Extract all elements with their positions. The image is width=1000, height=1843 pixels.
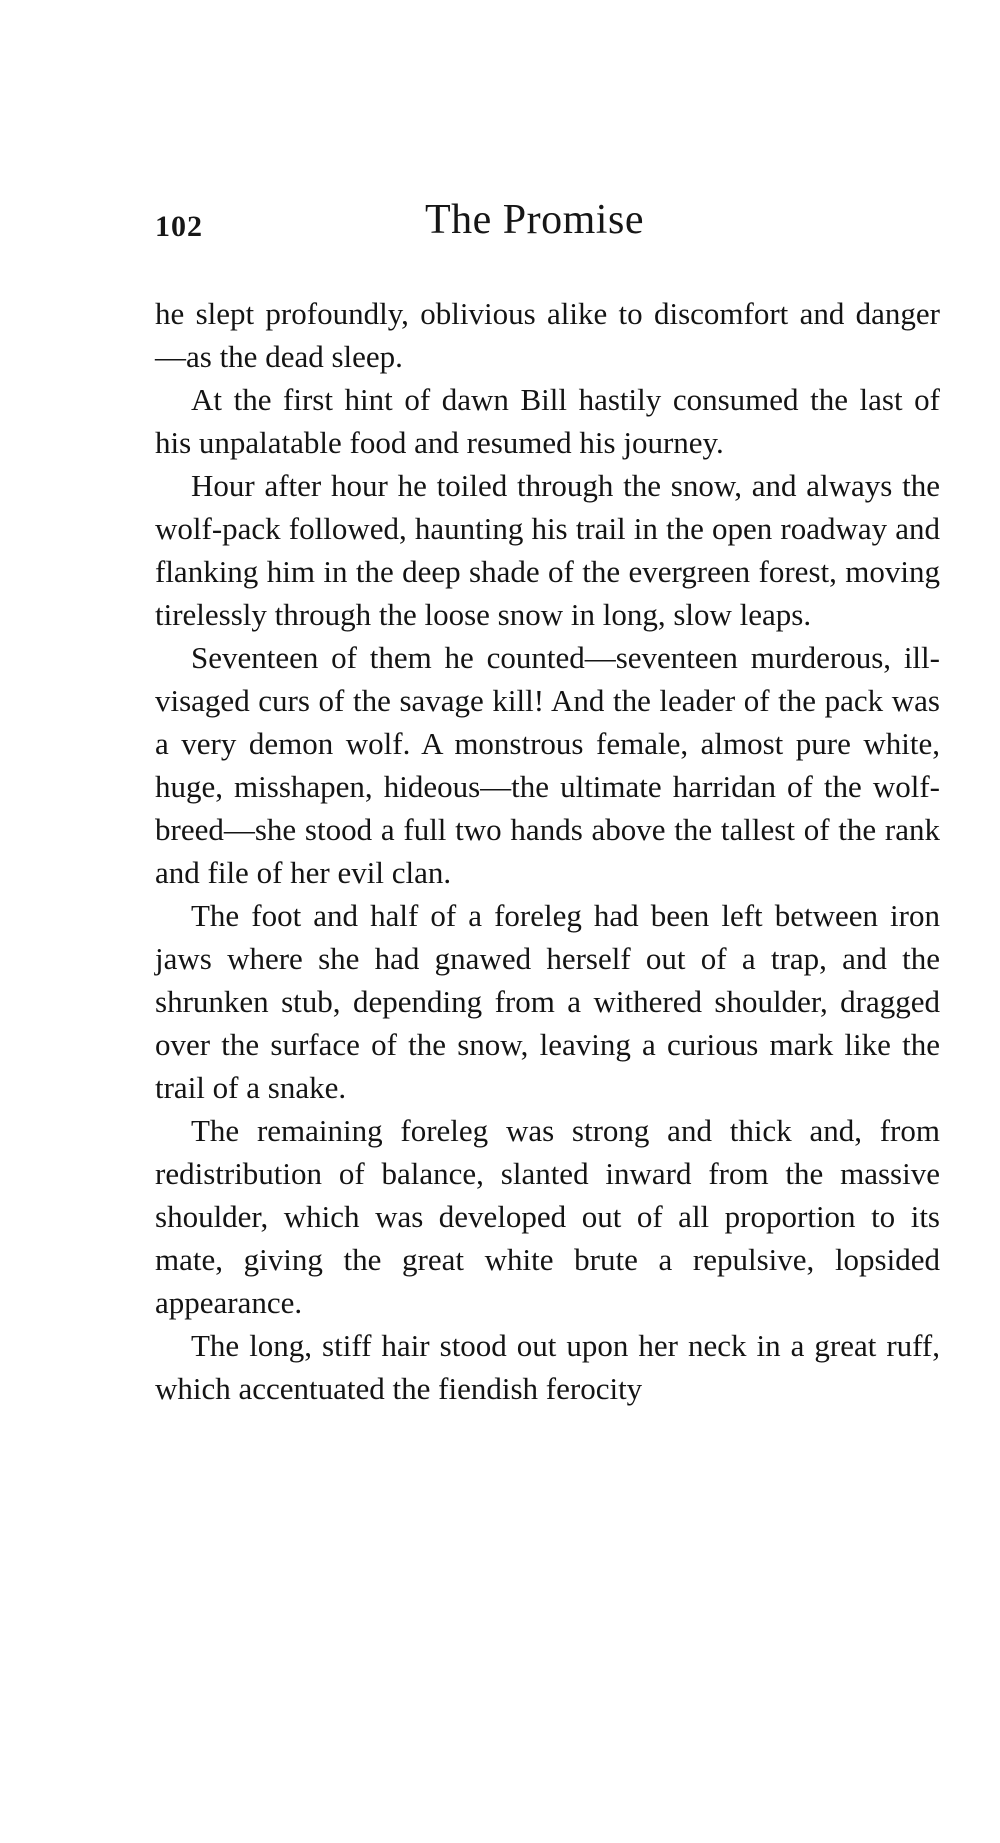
paragraph: The long, stiff hair stood out upon her neck in a great ruff, which accentuated the fiendish ferocity	[155, 1328, 940, 1406]
paragraph: Seventeen of them he counted—seventeen murderous, ill-visaged curs of the savage kill! And the leader of the pack was a very demon wolf. A monstrous female, almost pure white, huge, misshapen, hideous—the ultimate harridan of the wolf-breed—she stood a full two hands above the tallest of the rank and file of her evil clan.	[155, 640, 940, 890]
paragraph: The foot and half of a foreleg had been left between iron jaws where she had gnawed herself out of a trap, and the shrunken stub, depending from a withered shoulder, dragged over the surface of the snow, leaving a curious mark like the trail of a snake.	[155, 898, 940, 1105]
body-text	[155, 292, 940, 1410]
running-title: The Promise	[425, 197, 644, 243]
paragraph: At the first hint of dawn Bill hastily consumed the last of his unpalatable food and resumed his journey.	[155, 382, 940, 460]
page-header	[155, 196, 935, 256]
page-number: 102	[155, 210, 203, 243]
paragraph: The remaining foreleg was strong and thick and, from redistribution of balance, slanted inward from the massive shoulder, which was developed out of all proportion to its mate, giving the great white brute a repulsive, lopsided appearance.	[155, 1113, 940, 1320]
paragraph-continuation: he slept profoundly, oblivious alike to discomfort and danger—as the dead sleep.	[155, 296, 940, 374]
paragraph: Hour after hour he toiled through the snow, and always the wolf-pack followed, haunting his trail in the open roadway and flanking him in the deep shade of the evergreen forest, moving tirelessly through the loose snow in long, slow leaps.	[155, 468, 940, 632]
